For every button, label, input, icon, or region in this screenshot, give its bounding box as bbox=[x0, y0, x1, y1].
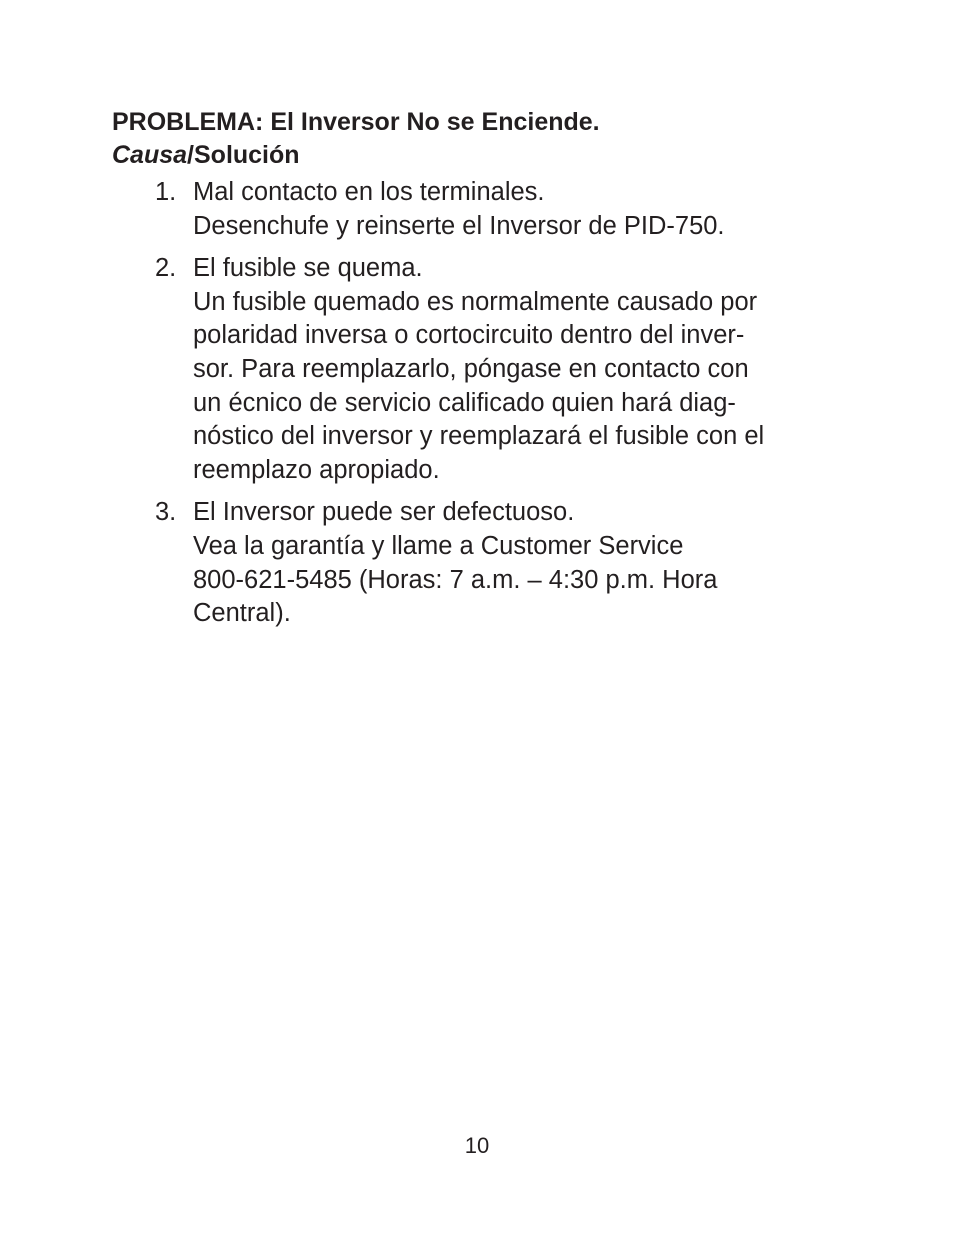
cause-solution-heading bbox=[112, 139, 852, 172]
troubleshooting-list bbox=[112, 176, 852, 631]
list-item bbox=[112, 252, 852, 487]
page-content bbox=[112, 106, 852, 640]
item-solution-line: reemplazo apropiado. bbox=[193, 455, 440, 484]
item-solution-line: un écnico de servicio calificado quien hará diag- bbox=[193, 388, 736, 417]
cause-label: Causa bbox=[112, 141, 188, 169]
solution-label: /Solución bbox=[187, 141, 300, 169]
item-cause: El fusible se quema. bbox=[193, 254, 423, 283]
item-solution-line: 800-621-5485 (Horas: 7 a.m. – 4:30 p.m. Hora bbox=[193, 565, 718, 594]
item-number: 2. bbox=[155, 254, 177, 283]
list-item bbox=[112, 176, 852, 243]
item-number: 1. bbox=[155, 178, 177, 206]
item-solution-line: polaridad inversa o cortocircuito dentro del inver- bbox=[193, 321, 745, 350]
item-solution-line: Desenchufe y reinserte el Inversor de PID-750. bbox=[193, 211, 725, 240]
item-cause: Mal contacto en los terminales. bbox=[193, 178, 545, 206]
item-solution-line: Central). bbox=[193, 599, 291, 628]
item-solution-line: sor. Para reemplazarlo, póngase en contacto con bbox=[193, 354, 749, 383]
problem-heading: PROBLEMA: El Inversor No se Enciende. bbox=[112, 108, 600, 136]
item-solution-line: nóstico del inversor y reemplazará el fusible con el bbox=[193, 422, 765, 451]
page-number: 10 bbox=[464, 1133, 490, 1158]
item-number: 3. bbox=[155, 498, 177, 527]
item-cause: El Inversor puede ser defectuoso. bbox=[193, 498, 575, 527]
item-solution-line: Un fusible quemado es normalmente causado por bbox=[193, 287, 758, 316]
item-solution-line: Vea la garantía y llame a Customer Service bbox=[193, 531, 684, 560]
list-item bbox=[112, 496, 852, 630]
